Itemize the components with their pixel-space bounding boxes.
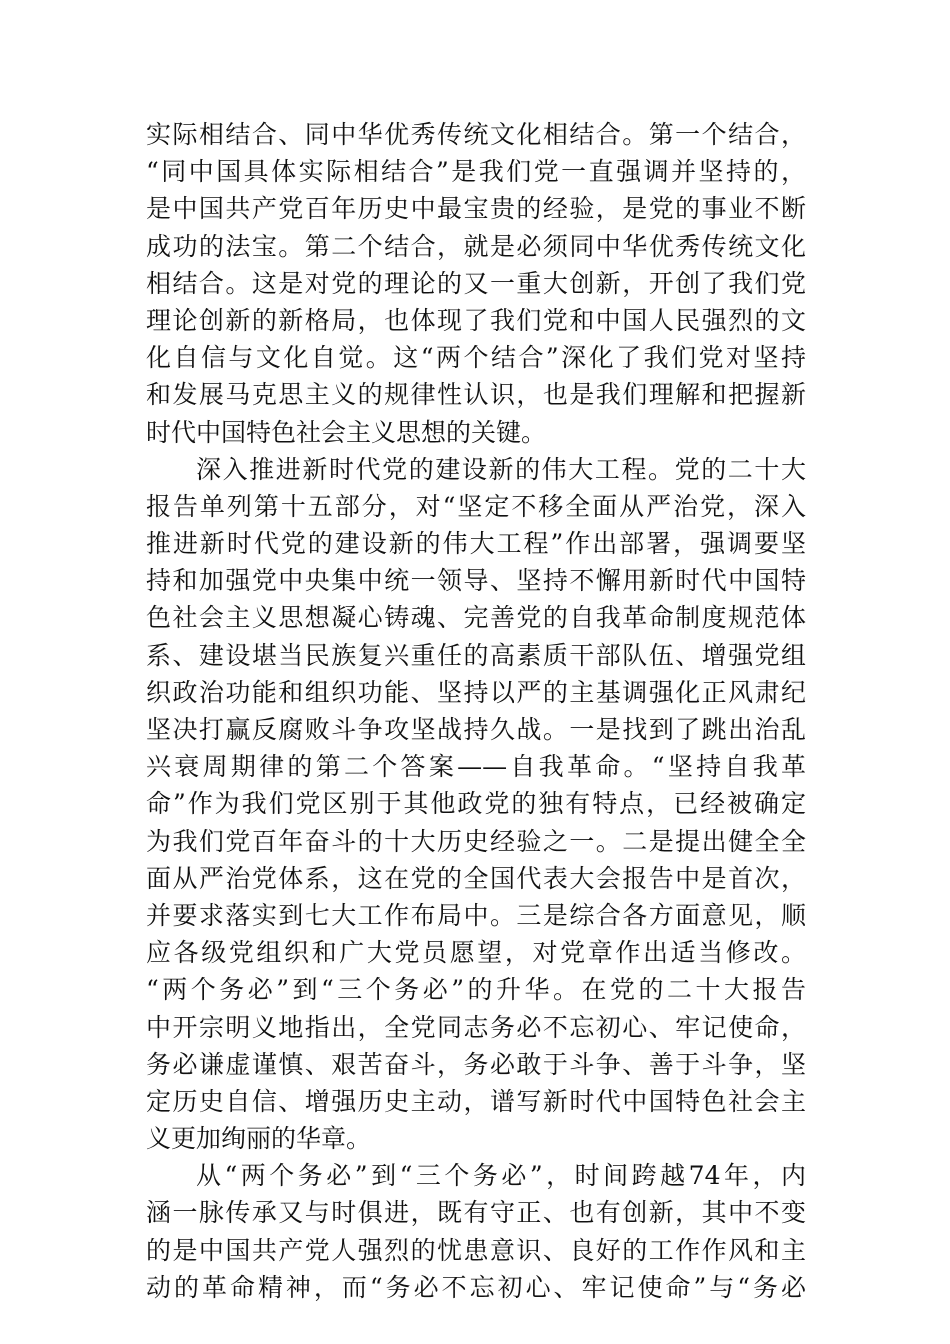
text-line: 义更加绚丽的华章。 — [146, 1124, 372, 1154]
text-line: 推进新时代党的建设新的伟大工程”作出部署，强调要坚 — [146, 529, 806, 559]
text-line: 持和加强党中央集中统一领导、坚持不懈用新时代中国特 — [146, 566, 806, 596]
text-line: 实际相结合、同中华优秀传统文化相结合。第一个结合， — [146, 120, 806, 149]
text-line: 色社会主义思想凝心铸魂、完善党的自我革命制度规范体 — [146, 603, 806, 633]
text-line: “两个务必”到“三个务必”的升华。在党的二十大报告 — [146, 975, 806, 1005]
text-line: 兴衰周期律的第二个答案——自我革命。“坚持自我革 — [146, 752, 806, 782]
text-line: 系、建设堪当民族复兴重任的高素质干部队伍、增强党组 — [146, 640, 806, 670]
text-line: 相结合。这是对党的理论的又一重大创新，开创了我们党 — [146, 268, 806, 298]
text-line: 织政治功能和组织功能、坚持以严的主基调强化正风肃纪 — [146, 677, 806, 707]
text-line: 理论创新的新格局，也体现了我们党和中国人民强烈的文 — [146, 305, 806, 335]
text-line: 面从严治党体系，这在党的全国代表大会报告中是首次， — [146, 863, 806, 893]
text-line: 坚决打赢反腐败斗争攻坚战持久战。一是找到了跳出治乱 — [146, 715, 806, 744]
text-line: 定历史自信、增强历史主动，谱写新时代中国特色社会主 — [146, 1086, 806, 1116]
text-line: 应各级党组织和广大党员愿望，对党章作出适当修改。 — [146, 938, 806, 968]
text-line: 动的革命精神，而“务必不忘初心、牢记使命”与“务必 — [146, 1272, 806, 1302]
text-line: 化自信与文化自觉。这“两个结合”深化了我们党对坚持 — [146, 343, 806, 373]
paragraph-start-line: 深入推进新时代党的建设新的伟大工程。党的二十大 — [196, 454, 806, 484]
text-line: 的是中国共产党人强烈的忧患意识、良好的工作作风和主 — [146, 1235, 806, 1265]
paragraph-start-line: 从“两个务必”到“三个务必”，时间跨越74年，内 — [196, 1161, 806, 1191]
text-line: 时代中国特色社会主义思想的关键。 — [146, 417, 547, 447]
text-line: 和发展马克思主义的规律性认识，也是我们理解和把握新 — [146, 380, 806, 410]
text-line: “同中国具体实际相结合”是我们党一直强调并坚持的， — [146, 157, 806, 187]
text-line: 中开宗明义地指出，全党同志务必不忘初心、牢记使命， — [146, 1012, 806, 1042]
text-line: 务必谦虚谨慎、艰苦奋斗，务必敢于斗争、善于斗争，坚 — [146, 1049, 806, 1079]
text-line: 是中国共产党百年历史中最宝贵的经验，是党的事业不断 — [146, 194, 806, 224]
text-line: 涵一脉传承又与时俱进，既有守正、也有创新，其中不变 — [146, 1198, 806, 1228]
text-line: 命”作为我们党区别于其他政党的独有特点，已经被确定 — [146, 789, 806, 819]
body-text — [146, 116, 806, 1306]
text-line: 成功的法宝。第二个结合，就是必须同中华优秀传统文化 — [146, 231, 806, 261]
text-line: 报告单列第十五部分，对“坚定不移全面从严治党，深入 — [146, 491, 806, 521]
text-line: 并要求落实到七大工作布局中。三是综合各方面意见，顺 — [146, 900, 806, 930]
text-line: 为我们党百年奋斗的十大历史经验之一。二是提出健全全 — [146, 826, 806, 856]
